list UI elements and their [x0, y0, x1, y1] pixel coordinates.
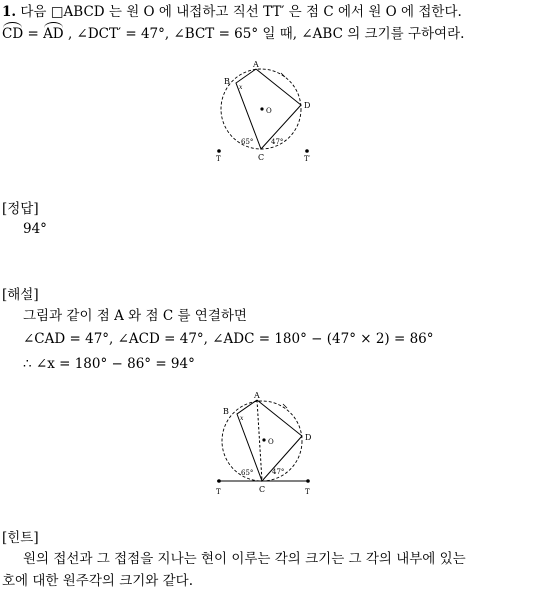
label-t-prime: T: [305, 488, 310, 496]
solution-line-1: 그림과 같이 점 A 와 점 C 를 연결하면: [23, 308, 247, 324]
solution-line-3: ∴ ∠x = 180° − 86° = 94°: [23, 356, 195, 372]
center-point: [262, 438, 265, 441]
label-47: 47°: [272, 468, 285, 476]
figure-1: [205, 55, 325, 167]
hint-line-1: 원의 접선과 그 접점을 지나는 현이 이루는 각의 크기는 그 각의 내부에 있는: [23, 551, 466, 567]
problem-number: 1.: [2, 4, 17, 20]
label-b: B: [223, 407, 229, 416]
label-d: D: [304, 101, 311, 110]
answer-header: [정답]: [2, 201, 39, 217]
label-c: C: [258, 153, 265, 162]
problem-line-1: [2, 3, 462, 21]
solution-line-2: ∠CAD = 47°, ∠ACD = 47°, ∠ADC = 180° − (47° × 2) = 86°: [23, 331, 434, 347]
label-c: C: [259, 485, 266, 494]
label-t: T: [216, 155, 221, 163]
label-d: D: [305, 433, 312, 442]
point-t: [217, 479, 221, 483]
label-t-prime: T′: [304, 155, 311, 163]
arc-equals: =: [27, 26, 39, 42]
label-b: B: [224, 77, 230, 86]
point-t-prime: [306, 479, 310, 483]
circle-o: [222, 401, 302, 481]
hint-line-2: 호에 대한 원주각의 크기와 같다.: [2, 573, 193, 589]
label-65: 65°: [241, 469, 254, 477]
arc-cd: CD: [2, 26, 24, 42]
label-47: 47°: [271, 138, 284, 146]
problem-text-1: 다음 □ABCD 는 원 O 에 내접하고 직선 TT′ 은 점 C 에서 원 O 에 접한다.: [20, 4, 462, 20]
label-a: A: [253, 60, 259, 69]
label-65: 65°: [241, 138, 254, 146]
figure-2: [205, 388, 330, 500]
solution-header: [해설]: [2, 287, 39, 303]
label-o: O: [268, 438, 274, 446]
label-a: A: [254, 391, 260, 400]
label-x: x: [239, 84, 243, 91]
label-t: T: [216, 488, 221, 496]
center-point: [260, 107, 263, 110]
arc-mark: [281, 73, 285, 77]
arc-ad: AD: [43, 26, 64, 42]
label-o: O: [266, 107, 272, 115]
problem-line-2: [2, 25, 464, 43]
problem-text-2: , ∠DCT′ = 47°, ∠BCT = 65° 일 때, ∠ABC 의 크기를 구하여라.: [67, 26, 465, 42]
point-t: [217, 149, 221, 153]
hint-header: [힌트]: [2, 530, 39, 546]
answer-value: 94°: [23, 221, 47, 237]
point-t-prime: [305, 149, 309, 153]
label-x: x: [240, 415, 244, 422]
